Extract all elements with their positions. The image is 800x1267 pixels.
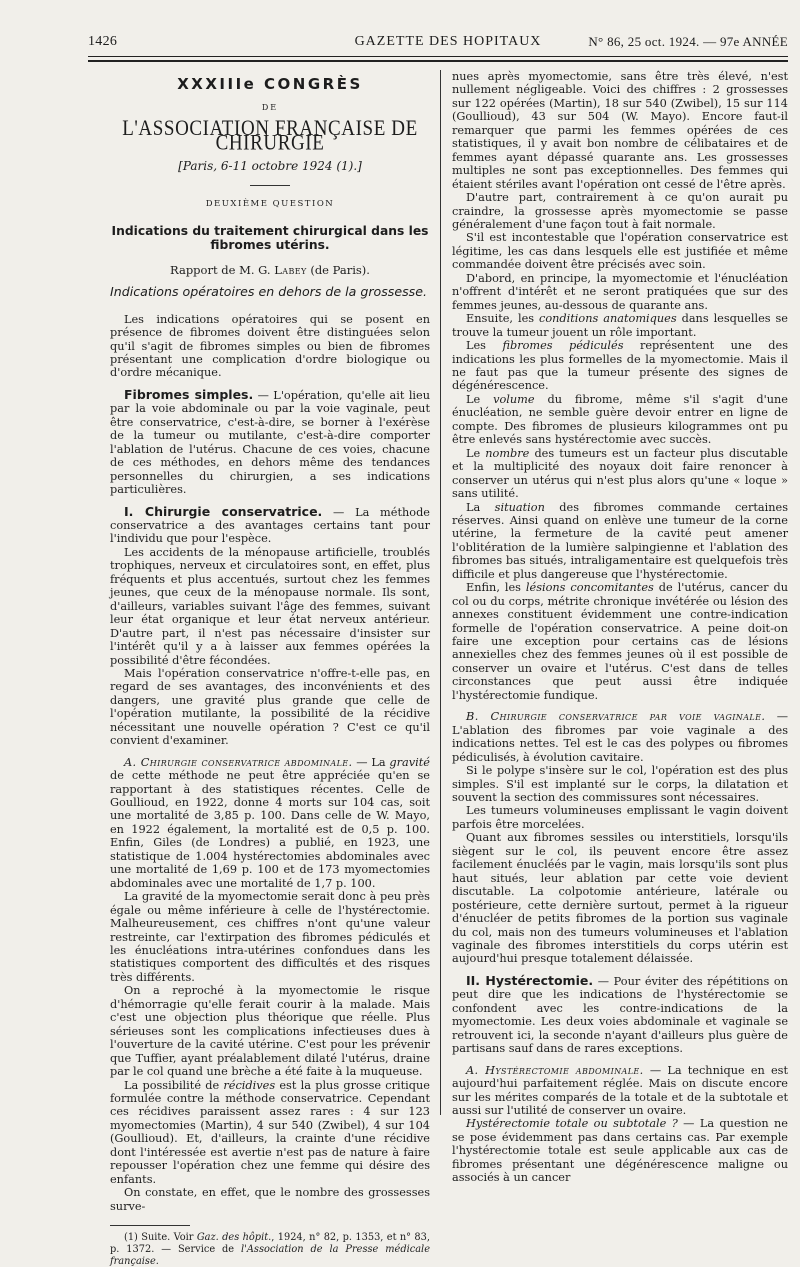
running-header: [88, 32, 788, 54]
paragraph: II. Hystérectomie. — Pour éviter des répétitions on peut dire que les indications de l'hystérectomie se confondent avec les contre-indications de la myomectomie. Les deux voies abdominale et vaginale se retrouvent ici, la seconde n'ayant d'ailleurs plus guère de partisans sauf dans de rares exceptions.: [452, 972, 788, 1056]
congress-title-de: DE: [261, 103, 279, 113]
paragraph: Les fibromes pédiculés représentent une des indications les plus formelles de la myomectomie. Mais il ne faut pas que la tumeur présente des signes de dégénérescence.: [452, 339, 789, 393]
paragraph: Le volume du fibrome, même s'il s'agit d'une énucléation, ne semble guère devoir entrer en ligne de compte. Des fibromes de plusieurs kilogrammes ont pu être enlevés sans hystérectomie avec succès.: [452, 392, 788, 447]
section-heading: Indications du traitement chirurgical dans les fibromes utérins.: [111, 223, 429, 252]
paragraph: Les accidents de la ménopause artificielle, troublés trophiques, nerveux et circulatoires sont, en effet, plus fréquents et plus accentués, surtout chez les femmes jeunes, que ceux de la ménopause normale. Ils sont, d'ailleurs, variables suivant l'âge des femmes, suivant leur état organique et leur état nerveux antérieur. D'autre part, il n'est pas nécessaire d'insister sur l'intérêt qu'il y a à laisser aux femmes opérées la possibilité d'être fécondées.: [110, 545, 430, 667]
column-divider: [440, 70, 441, 1115]
paragraph: Les tumeurs volumineuses emplissant le vagin doivent parfois être morcelées.: [452, 804, 788, 831]
paragraph: Ensuite, les conditions anatomiques dans lesquelles se trouve la tumeur jouent un rôle important.: [452, 312, 788, 339]
paragraph: Quant aux fibromes sessiles ou interstitiels, lorsqu'ils siègent sur le col, ils peuvent encore être assez facilement énucléés par le vagin, mais lorsqu'ils sont plus haut situés, leur ablation par cette voie devient discutable. La colpotomie antérieure, latérale ou postérieure, cette dernière surtout, permet à la rigueur d'énucléer de petits fibromes de la portion sus vaginale du col, mais non des tumeurs volumineuses et l'ablation vaginale des fibromes interstitiels du corps utérin est aujourd'hui presque totalement délaissée.: [452, 831, 788, 966]
paragraph: S'il est incontestable que l'opération conservatrice est légitime, les cas dans lesquels elle est justifiée et même commandée doivent être précisés avec soin.: [452, 231, 788, 272]
subsection-heading: Indications opératoires en dehors de la grossesse.: [110, 284, 427, 300]
paragraph: On a reproché à la myomectomie le risque d'hémorragie qu'elle ferait courir à la malade. Mais c'est une objection plus théorique que réelle. Plus sérieuses sont les complications infectieuses dues à l'ouverture de la cavité utérine. C'est pour les prévenir que Tuffier, ayant préalablement dilaté l'utérus, draine par le col quand une brèche a été faite à la muqueuse.: [110, 984, 430, 1079]
paragraph: Mais l'opération conservatrice n'offre-t-elle pas, en regard de ses avantages, des inconvénients et des dangers, une gravité plus grande que celle de l'opération mutilante, la possibilité de la récidive nécessitant une nouvelle opération ? C'est ce qu'il convient d'examiner.: [110, 666, 430, 748]
paragraph: On constate, en effet, que le nombre des grossesses surve-: [110, 1186, 430, 1213]
congress-title: XXXIIIe CONGRÈS: [177, 75, 363, 93]
association-title: L'ASSOCIATION FRANÇAISE DE CHIRURGIE: [122, 116, 418, 156]
rapporteur: Rapport de M. G. Labey (de Paris).: [170, 262, 370, 277]
header-rule-thick: [88, 60, 788, 62]
left-column: [110, 70, 430, 1267]
title-separator: [250, 185, 290, 186]
footnote: (1) Suite. Voir Gaz. des hôpit., 1924, n° 82, p. 1353, et n° 83, p. 1372. — Service de l'Association de la Presse médicale française.: [110, 1232, 430, 1267]
question-label: DEUXIÈME QUESTION: [205, 199, 335, 210]
paragraph: Fibromes simples. — L'opération, qu'elle ait lieu par la voie abdominale ou par la voie vaginale, peut être conservatrice, c'est-à-dire, se borner à l'exérèse de la tumeur ou mutilante, c'est-à-dire comporter l'ablation de l'utérus. Chacune de ces voies, chacune de ces méthodes, en dehors même des tendances personnelles du chirurgien, a ses indications particulières.: [110, 386, 431, 497]
header-rule: [88, 56, 788, 57]
paragraph: D'abord, en principe, la myomectomie et l'énucléation n'offrent d'intérêt et ne seront pratiquées que sur des femmes jeunes, au-dessous de quarante ans.: [452, 271, 788, 312]
paragraph: I. Chirurgie conservatrice. — La méthode conservatrice a des avantages certains tant pour l'individu que pour l'espèce.: [110, 503, 430, 546]
paragraph: La gravité de la myomectomie serait donc à peu près égale ou même inférieure à celle de l'hystérectomie. Malheureusement, ces chiffres n'ont qu'une valeur restreinte, car l'extirpation des fibromes pédiculés et les énucléations intra-utérines confondues dans les statistiques comportent des difficultés et des risques très différents.: [110, 890, 430, 984]
paragraph: Si le polype s'insère sur le col, l'opération est des plus simples. S'il est implanté sur le corps, la dilatation et souvent la section des commissures sont nécessaires.: [452, 764, 788, 805]
paragraph: Enfin, les lésions concomitantes de l'utérus, cancer du col ou du corps, métrite chronique invétérée ou lésion des annexes constituent évidemment une contre-indication formelle de l'opération conservatrice. A peine doit-on faire une exception pour certains cas de lésions annexielles chez des femmes jeunes où il est possible de conserver un ovaire et l'utérus. C'est dans de telles circonstances que peut aussi être indiquée l'hystérectomie fundique.: [452, 581, 789, 702]
congress-place-date: [Paris, 6-11 octobre 1924 (1).]: [178, 158, 362, 173]
page-number: 1426: [88, 34, 118, 49]
paragraph: La situation des fibromes commande certaines réserves. Ainsi quand on enlève une tumeur de la corne utérine, la fermeture de la cavité peut amener l'oblitération de la lumière salpingienne et l'ablation des fibromes bas situés, intraligamentaire est quelquefois très difficile et plus dangereuse que l'hystérectomie.: [452, 500, 789, 581]
paragraph: nues après myomectomie, sans être très élevé, n'est nullement négligeable. Voici des chiffres : 2 grossesses sur 122 opérées (Martin), 18 sur 540 (Zwibel), 15 sur 114 (Goullioud), 43 sur 504 (W. Mayo). Encore faut-il remarquer que parmi les femmes opérées de ces statistiques, il y avait bon nombre de célibataires et de femmes ayant dépassé quarante ans. Les grossesses multiples ne sont pas exceptionnelles. Des femmes qui étaient stériles avant l'opération ont cessé de l'être après.: [452, 70, 788, 191]
issue-reference: N° 86, 25 oct. 1924. — 97e ANNÉE: [588, 34, 788, 49]
paragraph: Hystérectomie totale ou subtotale ? — La question ne se pose évidemment pas dans certains cas. Par exemple l'hystérectomie totale est seule applicable aux cas de fibromes présentant une dégénérescence maligne ou associés à un cancer: [452, 1117, 788, 1185]
journal-title: GAZETTE DES HOPITAUX: [354, 34, 542, 49]
paragraph: A. Chirurgie conservatrice abdominale. — La gravité de cette méthode ne peut être appréciée qu'en se rapportant à des statistiques récentes. Celle de Goullioud, en 1922, donne 4 morts sur 104 cas, soit une mortalité de 3,85 p. 100. Dans celle de W. Mayo, en 1922 également, la mortalité est de 0,5 p. 100. Enfin, Giles (de Londres) a publié, en 1923, une statistique de 1.004 hystérectomies abdominales avec une mortalité de 1,69 p. 100 et de 173 myomectomies abdominales avec une mortalité de 1,7 p. 100.: [110, 755, 430, 890]
paragraph: Les indications opératoires qui se posent en présence de fibromes doivent être distinguées selon qu'il s'agit de fibromes simples ou bien de fibromes présentant une complication d'ordre biologique ou d'ordre mécanique.: [110, 312, 430, 380]
paragraph: D'autre part, contrairement à ce qu'on aurait pu craindre, la grossesse après myomectomie se passe généralement d'une façon tout à fait normale.: [452, 191, 788, 231]
right-column: [452, 70, 788, 1185]
paragraph: B. Chirurgie conservatrice par voie vaginale. — L'ablation des fibromes par voie vaginale a des indications nettes. Tel est le cas des polypes ou fibromes pédiculisés, à évolution cavitaire.: [452, 710, 788, 764]
paragraph: A. Hystérectomie abdominale. — La technique en est aujourd'hui parfaitement réglée. Mais on discute encore sur les mérites comparés de la totale et de la subtotale et aussi sur l'utilité de conserver un ovaire.: [452, 1063, 788, 1117]
paragraph: Le nombre des tumeurs est un facteur plus discutable et la multiplicité des noyaux doit faire renoncer à conserver un utérus qui n'est plus alors qu'une « loque » sans utilité.: [452, 446, 788, 501]
paragraph: La possibilité de récidives est la plus grosse critique formulée contre la méthode conservatrice. Cependant ces récidives paraissent assez rares : 4 sur 123 myomectomies (Martin), 4 sur 540 (Zwibel), 4 sur 104 (Goullioud). Et, d'ailleurs, la crainte d'une récidive dont l'intéressée est avertie n'est pas de nature à faire repousser l'opération chez une femme qui désire des enfants.: [110, 1078, 430, 1186]
footnote-rule: [110, 1225, 190, 1226]
